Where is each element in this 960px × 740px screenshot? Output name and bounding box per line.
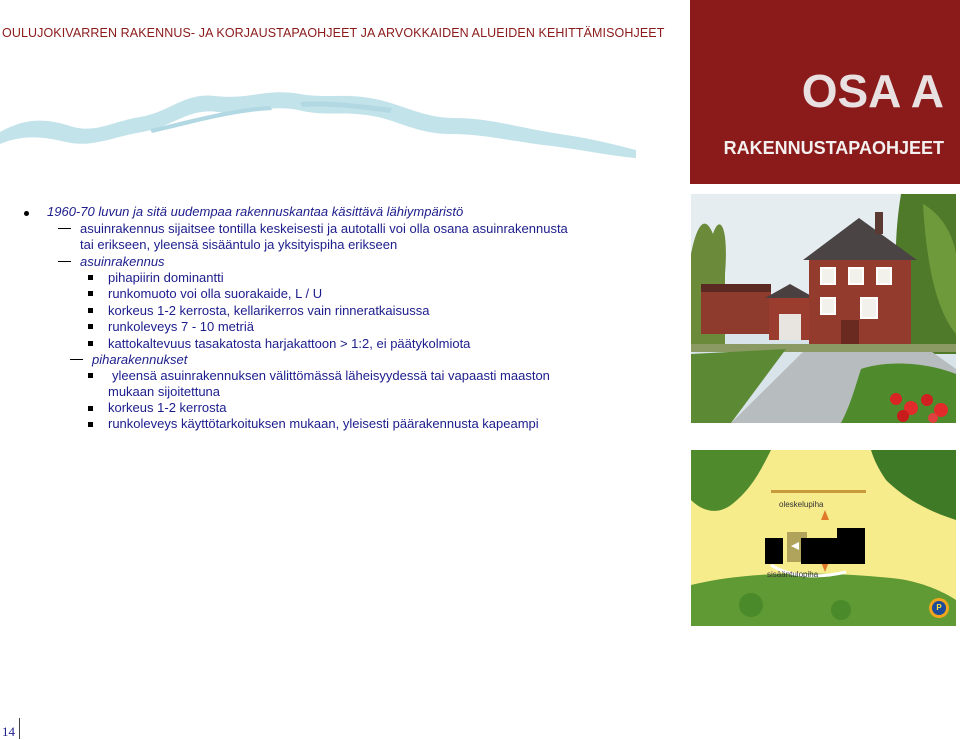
dash-marker [58, 228, 71, 229]
square-bullet [88, 341, 93, 346]
dash2-text: asuinrakennus [80, 254, 165, 269]
plan-label-sisaantulopiha: sisääntulopiha [767, 570, 819, 579]
asuin-item-1: pihapiirin dominantti [108, 270, 224, 285]
dash1-line1: asuinrakennus sijaitsee tontilla keskeisesti ja autotalli voi olla osana asuinrakennusta [80, 221, 568, 236]
plan-label-oleskelupiha: oleskelupiha [779, 500, 824, 509]
house-photo [691, 194, 956, 423]
document-header-title: OULUJOKIVARREN RAKENNUS- JA KORJAUSTAPAOHJEET JA ARVOKKAIDEN ALUEIDEN KEHITTÄMISOHJEET [2, 26, 665, 40]
piha-item-2: korkeus 1-2 kerrosta [108, 400, 227, 415]
dash1-line2: tai erikseen, yleensä sisääntulo ja yksityispiha erikseen [80, 237, 398, 252]
dash-marker [58, 261, 71, 262]
dash3-text: piharakennukset [92, 352, 188, 367]
square-bullet [88, 406, 93, 411]
square-bullet [88, 422, 93, 427]
piha-item-3: runkoleveys käyttötarkoituksen mukaan, yleisesti päärakennusta kapeampi [108, 416, 539, 431]
square-bullet [88, 324, 93, 329]
heading-text: 1960-70 luvun ja sitä uudempaa rakennuskantaa käsittävä lähiympäristö [47, 204, 464, 219]
asuin-item-5: kattokaltevuus tasakatosta harjakattoon > 1:2, ei päätykolmiota [108, 336, 471, 351]
square-bullet [88, 308, 93, 313]
bullet-marker [24, 211, 29, 216]
footer-divider [19, 718, 20, 739]
piha-item-1-line1: yleensä asuinrakennuksen välittömässä läheisyydessä tai vapaasti maaston [112, 368, 550, 383]
dash-marker [70, 359, 83, 360]
square-bullet [88, 291, 93, 296]
parking-badge-icon: P [936, 603, 942, 612]
site-plan-drawing [691, 450, 956, 626]
asuin-item-2: runkomuoto voi olla suorakaide, L / U [108, 286, 323, 301]
square-bullet [88, 275, 93, 280]
asuin-item-4: runkoleveys 7 - 10 metriä [108, 319, 254, 334]
piha-item-1-line2: mukaan sijoitettuna [108, 384, 221, 399]
square-bullet [88, 373, 93, 378]
section-subtitle: RAKENNUSTAPAOHJEET [723, 138, 944, 158]
page-number: 14 [2, 724, 15, 739]
asuin-item-3: korkeus 1-2 kerrosta, kellarikerros vain rinneratkaisussa [108, 303, 430, 318]
section-label: OSA A [801, 65, 944, 117]
site-plan-diagram [691, 450, 956, 626]
section-title-panel [690, 0, 960, 184]
